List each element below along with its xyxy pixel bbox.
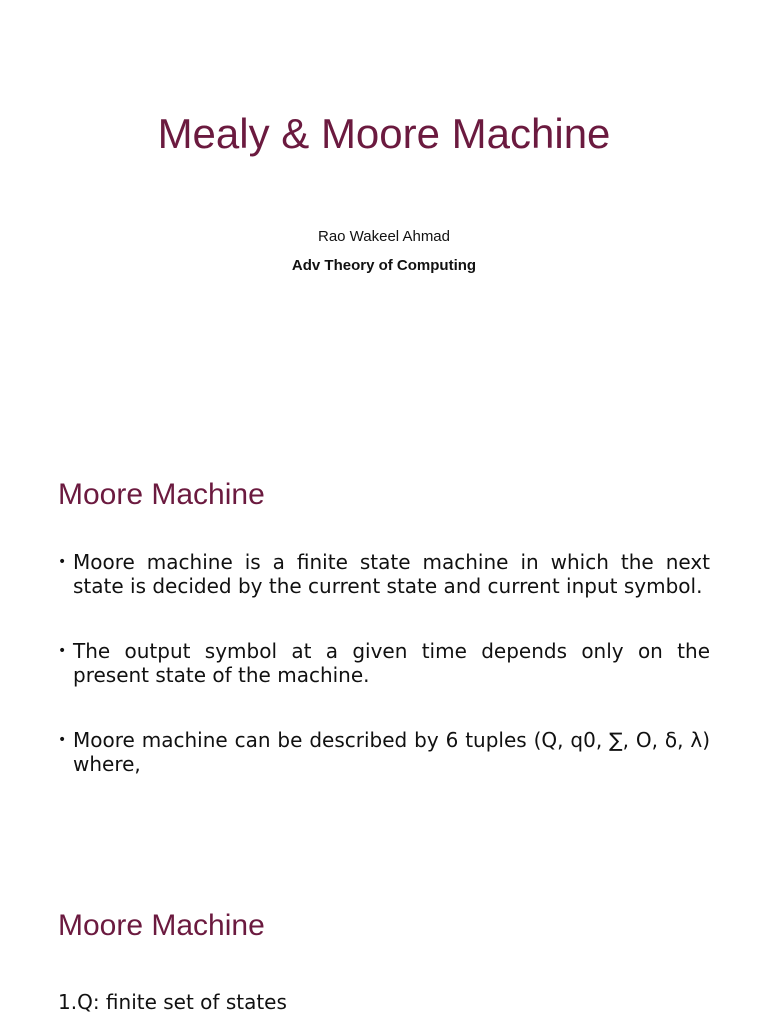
bullet-icon: • xyxy=(58,554,67,570)
bullet-item xyxy=(58,639,710,687)
course-name: Adv Theory of Computing xyxy=(291,257,477,274)
list-item: 1.Q: finite set of states xyxy=(58,990,287,1014)
bullet-text: Moore machine is a finite state machine in which the next state is decided by the current state and current input symbol. xyxy=(73,550,710,598)
author-name: Rao Wakeel Ahmad xyxy=(317,228,450,245)
bullet-item xyxy=(58,550,710,598)
moore-tuples-slide xyxy=(0,864,768,1024)
bullet-list xyxy=(58,550,710,817)
slide-title: Moore Machine xyxy=(58,478,265,511)
bullet-icon: • xyxy=(58,643,67,659)
bullet-text: The output symbol at a given time depends only on the present state of the machine. xyxy=(73,639,710,687)
slide-title: Moore Machine xyxy=(58,909,265,942)
bullet-icon: • xyxy=(58,732,67,748)
moore-definition-slide xyxy=(0,432,768,864)
bullet-item xyxy=(58,728,710,776)
presentation-title: Mealy & Moore Machine xyxy=(157,110,611,157)
title-slide xyxy=(0,0,768,432)
bullet-text: Moore machine can be described by 6 tuples (Q, q0, ∑, O, δ, λ) where, xyxy=(73,728,710,776)
